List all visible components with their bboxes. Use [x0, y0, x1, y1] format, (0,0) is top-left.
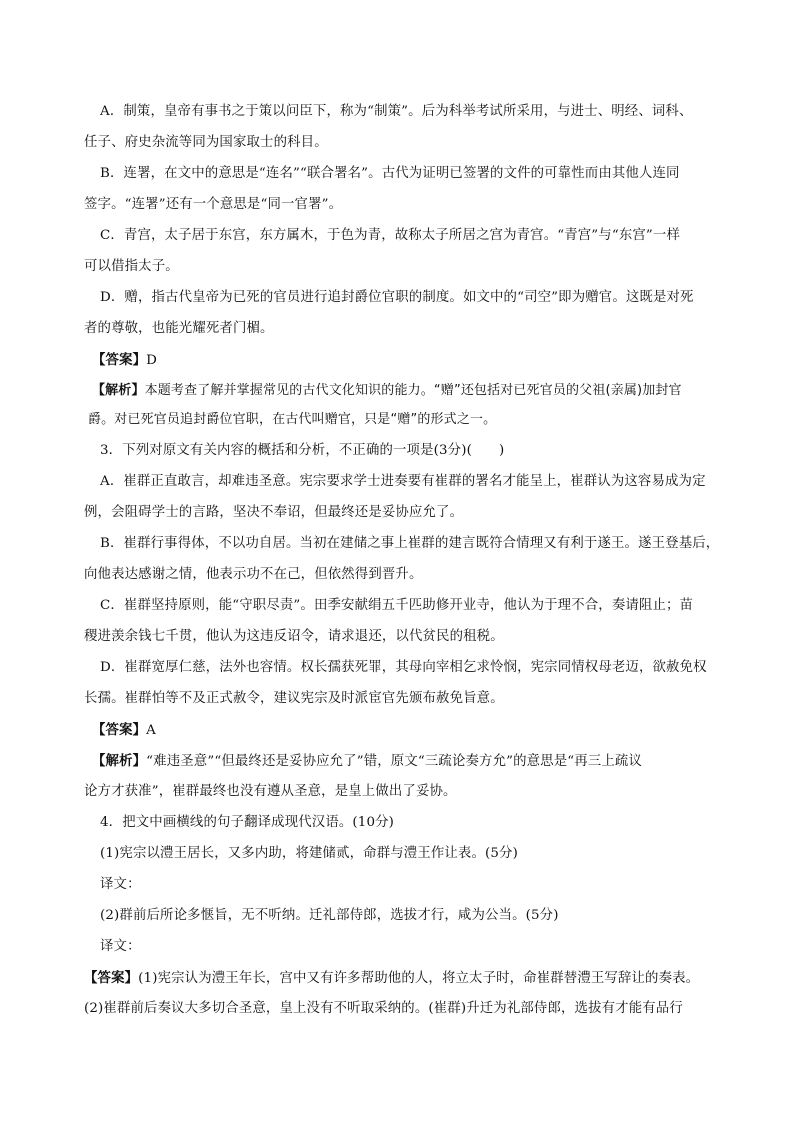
option-c-line-2: 可以借指太子。 — [84, 259, 179, 274]
analysis-tag: 【解析】 — [92, 753, 147, 769]
q4-sentence-1: (1)宪宗以澧王居长，又多内助，将建储贰，命群与澧王作让表。(5分) — [100, 846, 518, 861]
q3-option-c-line-1: C．崔群坚持原则，能“守职尽责”。田季安献绢五千匹助修开业寺，他认为于理不合，奏请阻止；苗 — [100, 598, 694, 613]
q4-translation-label-2: 译文： — [100, 939, 141, 954]
option-a-line-2: 任子、府史杂流等同为国家取士的科目。 — [84, 135, 328, 150]
answer-tag: 【答案】 — [92, 722, 147, 738]
question-4-stem: 4．把文中画横线的句子翻译成现代汉语。(10分) — [100, 815, 395, 830]
question-3-stem: 3．下列对原文有关内容的概括和分析，不正确的一项是(3分)( ) — [100, 443, 505, 458]
q3-option-b-line-2: 向他表达感谢之情，他表示功不在己，但依然得到晋升。 — [84, 567, 423, 582]
q3-option-a-line-1: A．崔群正直敢言，却难违圣意。宪宗要求学士进奏要有崔群的署名才能呈上，崔群认为这容易成为定 — [100, 474, 706, 489]
option-b-line-2: 签字。“连署”还有一个意思是“同一官署”。 — [84, 197, 343, 212]
q3-option-a-line-2: 例，会阻碍学士的言路，坚决不奉诏，但最终还是妥协应允了。 — [84, 505, 464, 520]
q3-option-c-line-2: 稷进羡余钱七千贯，他认为这违反诏令，请求退还，以代贫民的租税。 — [84, 629, 504, 644]
q3-option-d-line-1: D．崔群宽厚仁慈，法外也容情。权长孺获死罪，其母向宰相乞求怜悯，宪宗同情权母老迈，欲赦免权 — [100, 660, 707, 675]
q3-option-b-line-1: B．崔群行事得体，不以功自居。当初在建储之事上崔群的建言既符合情理又有利于遂王。遂王登基后， — [100, 536, 720, 551]
analysis-tag: 【解析】 — [92, 383, 145, 398]
analysis-line-q2-1: 【解析】本题考查了解并掌握常见的古代文化知识的能力。“赠”还包括对已死官员的父祖(亲属)加封官 — [92, 383, 682, 398]
q3-option-d-line-2: 长孺。崔群怕等不及正式赦令，建议宪宗及时派宦官先颁布赦免旨意。 — [84, 691, 504, 706]
answer-tag: 【答案】 — [84, 970, 139, 986]
q4-sentence-2: (2)群前后所论多惬旨，无不听纳。迁礼部侍郎，选拔才行，咸为公当。(5分) — [100, 908, 559, 923]
analysis-line-q2-2: 爵。对已死官员追封爵位官职，在古代叫赠官，只是“赠”的形式之一。 — [88, 412, 497, 427]
option-c-line-1: C．青宫，太子居于东宫，东方属木，于色为青，故称太子所居之宫为青宫。“青宫”与“东宫”一样 — [100, 228, 681, 243]
analysis-line-q3-2: 论方才获准”，崔群最终也没有遵从圣意，是皇上做出了妥协。 — [84, 784, 457, 799]
answer-line-q3: 【答案】A — [92, 722, 156, 738]
q4-translation-label-1: 译文： — [100, 877, 141, 892]
option-d-line-1: D．赠，指古代皇帝为已死的官员进行追封爵位官职的制度。如文中的“司空”即为赠官。这既是对死 — [100, 290, 694, 305]
option-a-line-1: A．制策，皇帝有事书之于策以问臣下，称为“制策”。后为科举考试所采用，与进士、明经、词科、 — [100, 104, 693, 119]
answer-line-q4-2: (2)崔群前后奏议大多切合圣意，皇上没有不听取采纳的。(崔群)升迁为礼部侍郎，选拔有才能有品行 — [84, 1001, 683, 1016]
answer-line-q4-1: 【答案】(1)宪宗认为澧王年长，宫中又有许多帮助他的人，将立太子时，命崔群替澧王写辞让的奏表。 — [84, 970, 700, 986]
option-d-line-2: 者的尊敬，也能光耀死者门楣。 — [84, 321, 274, 336]
option-b-line-1: B．连署，在文中的意思是“连名”“联合署名”。古代为证明已签署的文件的可靠性而由其他人连同 — [100, 166, 680, 181]
answer-line-q2: 【答案】D — [92, 352, 158, 368]
answer-tag: 【答案】 — [92, 352, 147, 368]
analysis-line-q3-1: 【解析】“难违圣意”“但最终还是妥协应允了”错，原文“三疏论奏方允”的意思是“再三上疏议 — [92, 753, 642, 769]
